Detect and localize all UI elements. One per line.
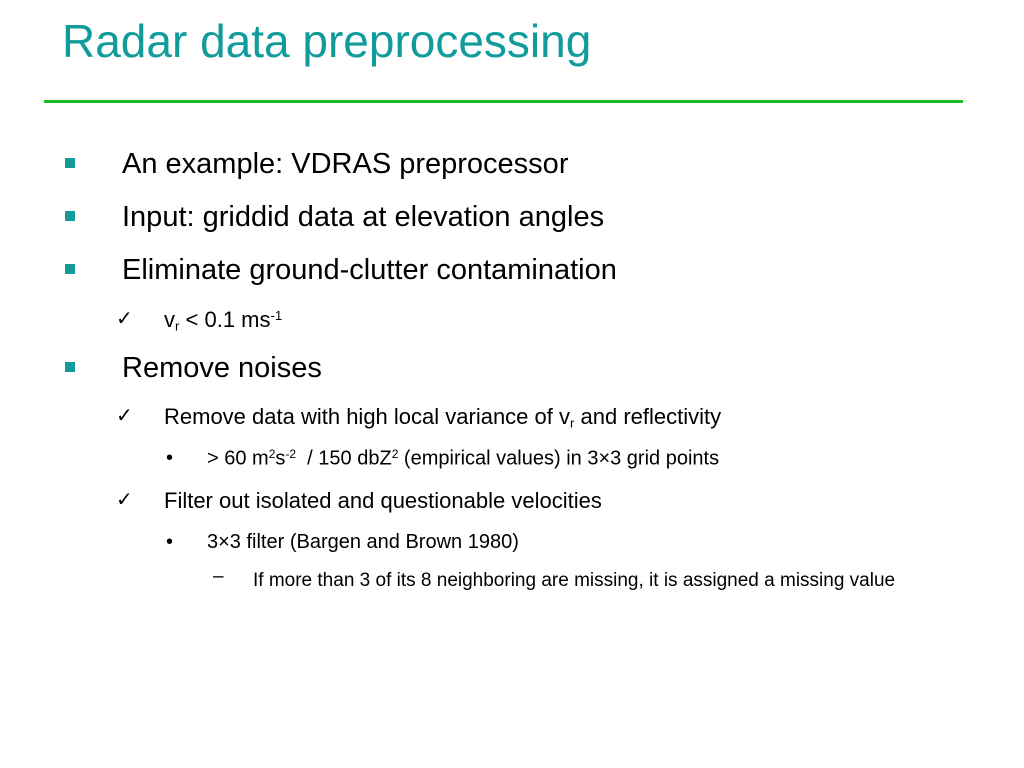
dot-bullet-icon: • bbox=[166, 531, 174, 553]
square-bullet-icon bbox=[65, 158, 75, 168]
subbullet-text: Filter out isolated and questionable velocities bbox=[164, 488, 602, 513]
checkmark-icon: ✓ bbox=[116, 306, 133, 330]
level4-text: If more than 3 of its 8 neighboring are missing, it is assigned a missing value bbox=[253, 570, 896, 591]
title-divider bbox=[44, 100, 963, 103]
square-bullet-icon bbox=[65, 362, 75, 372]
subbullet-text: $v_r < 0.1$ $ms^{-1}$ bbox=[164, 307, 283, 334]
square-bullet-icon bbox=[65, 264, 75, 274]
bullet-text: Input: griddid data at elevation angles bbox=[122, 201, 605, 233]
bullet-text: An example: VDRAS preprocessor bbox=[122, 148, 569, 180]
checkmark-icon: ✓ bbox=[116, 403, 133, 427]
subsubbullet-text: 3×3 filter (Bargen and Brown 1980) bbox=[207, 531, 519, 553]
checkmark-icon: ✓ bbox=[116, 487, 133, 511]
dot-bullet-icon: • bbox=[166, 447, 174, 469]
bullet-text: Remove noises bbox=[122, 352, 322, 384]
subsubbullet-text: > 60 $m^2s^{-2} / 150$ dbZ$^2$ (empirical values) in 3×3 grid points bbox=[207, 447, 720, 470]
bullet-text: Eliminate ground-clutter contamination bbox=[122, 254, 617, 286]
square-bullet-icon bbox=[65, 211, 75, 221]
subbullet-text: Remove data with high local variance of $v_r$ and reflectivity bbox=[164, 404, 722, 431]
dash-bullet-icon: – bbox=[213, 566, 224, 587]
slide-title: Radar data preprocessing bbox=[62, 15, 592, 67]
